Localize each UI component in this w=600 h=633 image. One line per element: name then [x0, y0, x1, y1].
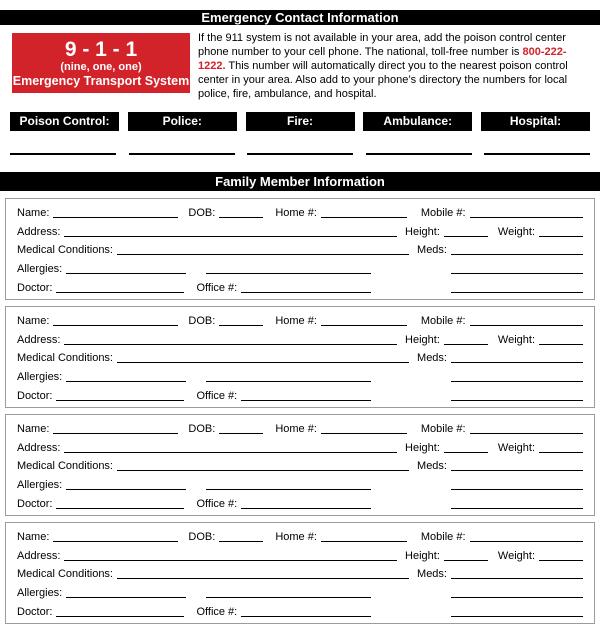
doctor-row	[17, 385, 583, 404]
mobile-phone-label: Mobile #:	[420, 206, 466, 219]
medical-conditions-row	[17, 456, 583, 475]
meds-fill-line[interactable]	[451, 362, 583, 363]
name-fill-line[interactable]	[53, 541, 178, 542]
nine-one-one-box	[12, 33, 190, 93]
name-fill-line[interactable]	[53, 433, 178, 434]
dob-fill-line[interactable]	[219, 541, 263, 542]
address-label: Address:	[17, 441, 61, 454]
home-phone-label: Home #:	[275, 206, 317, 219]
allergies-row	[17, 582, 583, 601]
medical-conditions-fill-line[interactable]	[117, 362, 409, 363]
mobile-phone-fill-line[interactable]	[470, 325, 583, 326]
allergies-fill-line[interactable]	[66, 489, 186, 490]
doctor-fill-line[interactable]	[56, 292, 184, 293]
family-member-card	[5, 522, 595, 624]
doctor-label: Doctor:	[17, 605, 53, 618]
name-label: Name:	[17, 422, 50, 435]
weight-fill-line[interactable]	[539, 560, 583, 561]
medical-conditions-label: Medical Conditions:	[17, 244, 113, 257]
allergies-fill-line-2[interactable]	[206, 597, 371, 598]
allergies-label: Allergies:	[17, 479, 63, 492]
address-row	[17, 221, 583, 240]
meds-fill-line-2[interactable]	[451, 597, 583, 598]
section-header-emergency-contact: Emergency Contact Information	[0, 10, 600, 25]
meds-label: Meds:	[417, 244, 447, 257]
home-phone-fill-line[interactable]	[321, 325, 407, 326]
allergies-row	[17, 366, 583, 385]
family-member-card	[5, 306, 595, 408]
fire-fill-line[interactable]	[247, 153, 353, 155]
height-label: Height:	[405, 549, 440, 562]
doctor-row	[17, 277, 583, 296]
address-label: Address:	[17, 549, 61, 562]
doctor-label: Doctor:	[17, 281, 53, 294]
weight-label: Weight:	[497, 441, 535, 454]
address-row	[17, 437, 583, 456]
nine-one-one-subtitle: Emergency Transport System	[12, 73, 190, 88]
weight-label: Weight:	[497, 549, 535, 562]
nine-one-one-number: 9 - 1 - 1	[64, 37, 138, 61]
height-label: Height:	[405, 333, 440, 346]
meds-fill-line-3[interactable]	[451, 616, 583, 617]
allergies-label: Allergies:	[17, 263, 63, 276]
meds-fill-line[interactable]	[451, 254, 583, 255]
poison-control-paragraph	[198, 31, 588, 101]
mobile-phone-fill-line[interactable]	[470, 433, 583, 434]
doctor-row	[17, 493, 583, 512]
address-row	[17, 545, 583, 564]
name-fill-line[interactable]	[53, 217, 178, 218]
name-label: Name:	[17, 530, 50, 543]
office-phone-fill-line[interactable]	[241, 400, 371, 401]
meds-fill-line[interactable]	[451, 578, 583, 579]
name-row	[17, 202, 583, 221]
allergies-row	[17, 474, 583, 493]
height-label: Height:	[405, 441, 440, 454]
meds-fill-line-2[interactable]	[451, 273, 583, 274]
home-phone-label: Home #:	[275, 422, 317, 435]
paragraph-text-before: If the 911 system is not available in your area, add the poison control center phone number to your cell phone. The national, toll-free number is	[198, 32, 566, 58]
meds-label: Meds:	[417, 568, 447, 581]
poison-control-fill-line[interactable]	[10, 153, 116, 155]
section-header-family-member: Family Member Information	[0, 172, 600, 191]
name-label: Name:	[17, 206, 50, 219]
contact-lines-row	[10, 153, 590, 155]
dob-fill-line[interactable]	[219, 325, 263, 326]
dob-label: DOB:	[188, 314, 216, 327]
weight-label: Weight:	[497, 225, 535, 238]
mobile-phone-fill-line[interactable]	[470, 217, 583, 218]
height-fill-line[interactable]	[444, 344, 488, 345]
office-phone-label: Office #:	[196, 281, 238, 294]
office-phone-fill-line[interactable]	[241, 508, 371, 509]
allergies-label: Allergies:	[17, 587, 63, 600]
weight-fill-line[interactable]	[539, 344, 583, 345]
name-fill-line[interactable]	[53, 325, 178, 326]
home-phone-fill-line[interactable]	[321, 433, 407, 434]
paragraph-text-after: This number will automatically direct you to the nearest poison control center in your area. Also add to your phone’s directory the numbers for local police, fire, ambulance, and hospital.	[198, 60, 568, 100]
medical-conditions-fill-line[interactable]	[117, 578, 409, 579]
allergies-fill-line-2[interactable]	[206, 489, 371, 490]
home-phone-fill-line[interactable]	[321, 541, 407, 542]
weight-label: Weight:	[497, 333, 535, 346]
medical-conditions-row	[17, 564, 583, 583]
medical-conditions-fill-line[interactable]	[117, 470, 409, 471]
doctor-label: Doctor:	[17, 389, 53, 402]
meds-label: Meds:	[417, 352, 447, 365]
address-fill-line[interactable]	[64, 452, 397, 453]
medical-conditions-label: Medical Conditions:	[17, 460, 113, 473]
office-phone-label: Office #:	[196, 605, 238, 618]
height-fill-line[interactable]	[444, 452, 488, 453]
weight-fill-line[interactable]	[539, 236, 583, 237]
meds-fill-line-3[interactable]	[451, 400, 583, 401]
office-phone-label: Office #:	[196, 497, 238, 510]
police-fill-line[interactable]	[129, 153, 235, 155]
intro-section	[12, 33, 588, 112]
medical-conditions-label: Medical Conditions:	[17, 352, 113, 365]
mobile-phone-label: Mobile #:	[420, 530, 466, 543]
height-fill-line[interactable]	[444, 236, 488, 237]
poison-phone-number: 800-222-1222.	[198, 46, 567, 72]
contact-labels-row	[10, 112, 590, 131]
allergies-fill-line-2[interactable]	[206, 273, 371, 274]
doctor-fill-line[interactable]	[56, 616, 184, 617]
mobile-phone-label: Mobile #:	[420, 314, 466, 327]
meds-fill-line-3[interactable]	[451, 508, 583, 509]
contact-label-hospital: Hospital:	[481, 112, 590, 131]
contact-label-fire: Fire:	[246, 112, 355, 131]
dob-label: DOB:	[188, 530, 216, 543]
allergies-row	[17, 258, 583, 277]
office-phone-fill-line[interactable]	[241, 616, 371, 617]
allergies-fill-line[interactable]	[66, 273, 186, 274]
family-member-card	[5, 414, 595, 516]
meds-label: Meds:	[417, 460, 447, 473]
address-label: Address:	[17, 225, 61, 238]
mobile-phone-label: Mobile #:	[420, 422, 466, 435]
mobile-phone-fill-line[interactable]	[470, 541, 583, 542]
doctor-fill-line[interactable]	[56, 400, 184, 401]
family-members	[0, 198, 600, 624]
contact-label-poison-control: Poison Control:	[10, 112, 119, 131]
allergies-fill-line-2[interactable]	[206, 381, 371, 382]
allergies-label: Allergies:	[17, 371, 63, 384]
weight-fill-line[interactable]	[539, 452, 583, 453]
home-phone-fill-line[interactable]	[321, 217, 407, 218]
office-phone-fill-line[interactable]	[241, 292, 371, 293]
allergies-fill-line[interactable]	[66, 597, 186, 598]
doctor-row	[17, 601, 583, 620]
medical-conditions-fill-line[interactable]	[117, 254, 409, 255]
name-row	[17, 310, 583, 329]
office-phone-label: Office #:	[196, 389, 238, 402]
address-fill-line[interactable]	[64, 236, 397, 237]
meds-fill-line-2[interactable]	[451, 381, 583, 382]
height-fill-line[interactable]	[444, 560, 488, 561]
contact-label-ambulance: Ambulance:	[363, 112, 472, 131]
meds-fill-line[interactable]	[451, 470, 583, 471]
home-phone-label: Home #:	[275, 530, 317, 543]
name-row	[17, 526, 583, 545]
height-label: Height:	[405, 225, 440, 238]
nine-one-one-words: (nine, one, one)	[60, 60, 142, 73]
address-row	[17, 329, 583, 348]
meds-fill-line-2[interactable]	[451, 489, 583, 490]
medical-conditions-row	[17, 240, 583, 259]
dob-label: DOB:	[188, 206, 216, 219]
doctor-fill-line[interactable]	[56, 508, 184, 509]
home-phone-label: Home #:	[275, 314, 317, 327]
medical-conditions-row	[17, 348, 583, 367]
dob-label: DOB:	[188, 422, 216, 435]
hospital-fill-line[interactable]	[484, 153, 590, 155]
address-label: Address:	[17, 333, 61, 346]
medical-conditions-label: Medical Conditions:	[17, 568, 113, 581]
name-row	[17, 418, 583, 437]
dob-fill-line[interactable]	[219, 217, 263, 218]
doctor-label: Doctor:	[17, 497, 53, 510]
allergies-fill-line[interactable]	[66, 381, 186, 382]
name-label: Name:	[17, 314, 50, 327]
meds-fill-line-3[interactable]	[451, 292, 583, 293]
family-member-card	[5, 198, 595, 300]
ambulance-fill-line[interactable]	[366, 153, 472, 155]
dob-fill-line[interactable]	[219, 433, 263, 434]
address-fill-line[interactable]	[64, 344, 397, 345]
contact-label-police: Police:	[128, 112, 237, 131]
address-fill-line[interactable]	[64, 560, 397, 561]
